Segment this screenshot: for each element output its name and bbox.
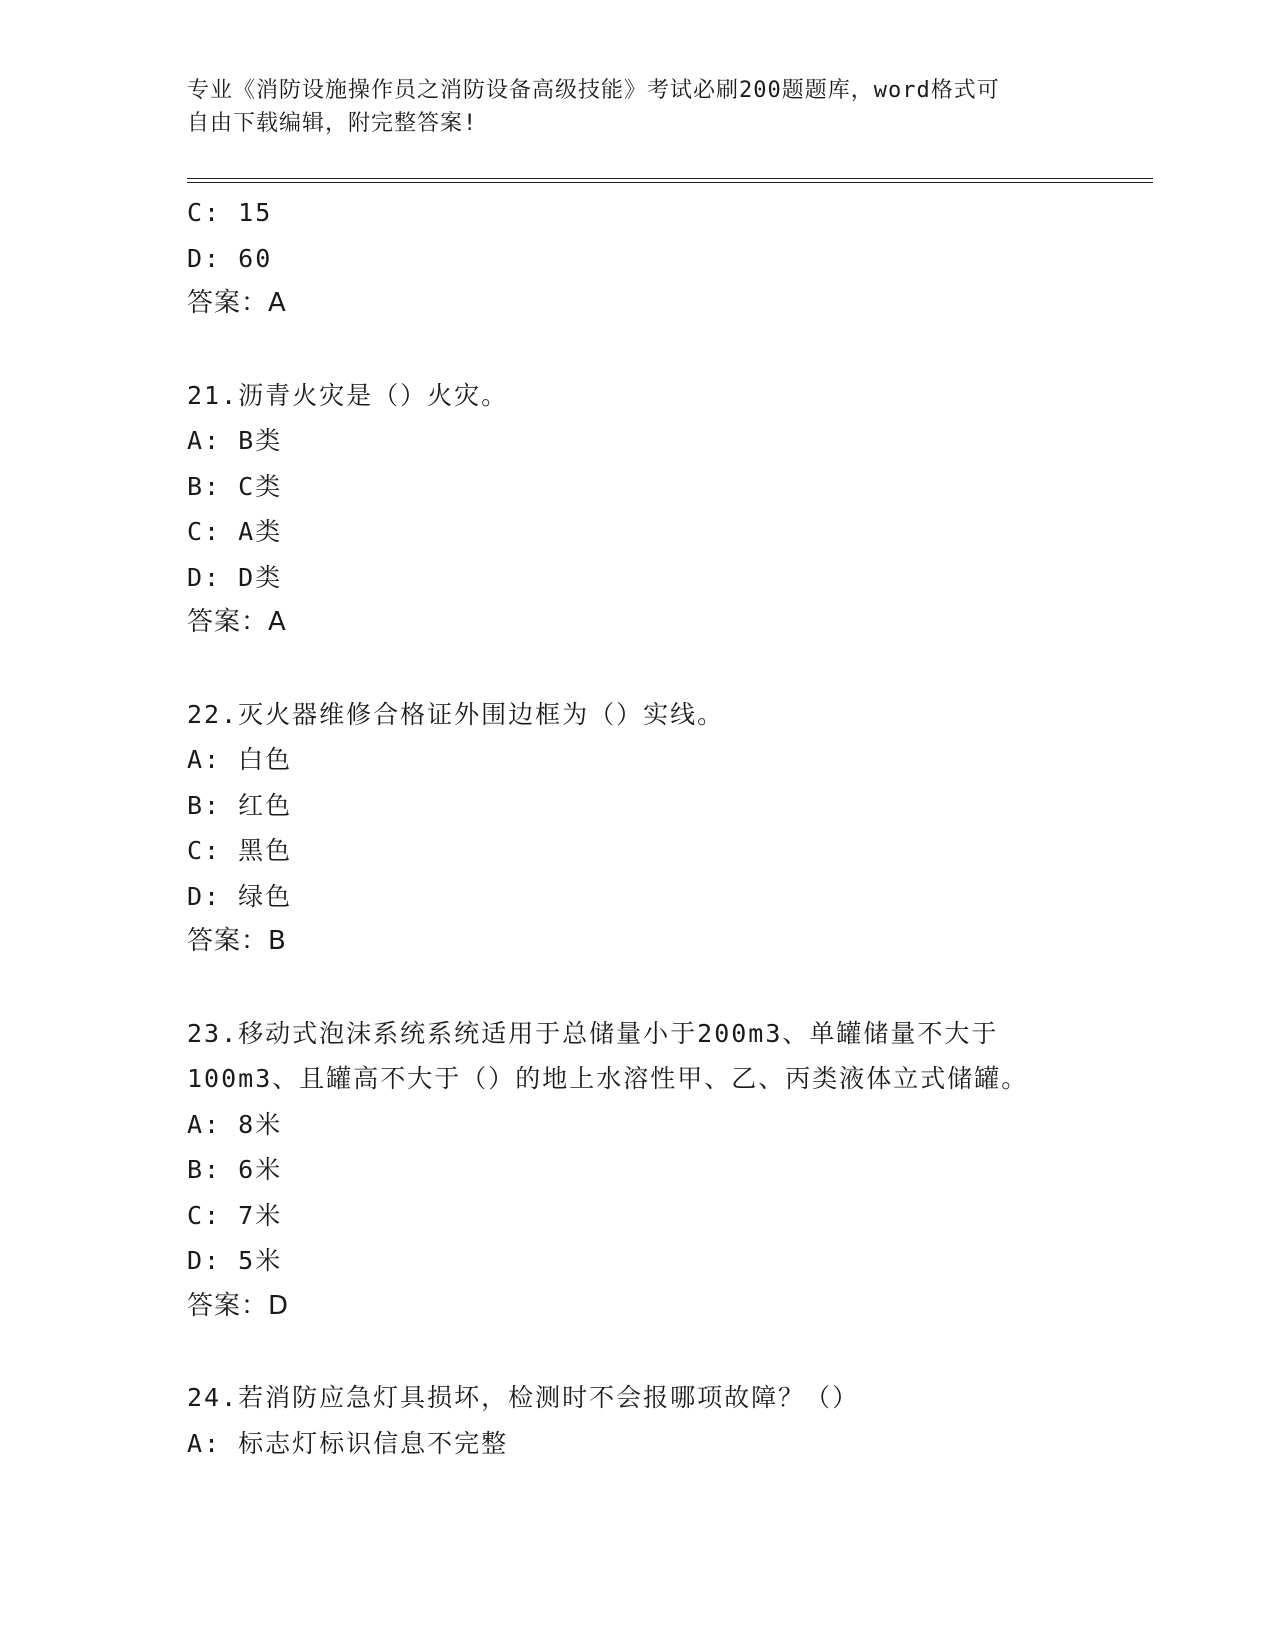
spacer [187, 646, 1147, 692]
option-b: B: C类 [187, 471, 283, 501]
question-text: 22.灭火器维修合格证外围边框为（）实线。 [187, 699, 725, 729]
answer-line: 答案：B [187, 926, 287, 956]
option-a: A: 白色 [187, 745, 293, 774]
option-d: D: 5米 [187, 1246, 283, 1275]
question-block-24 [187, 1375, 1147, 1466]
question-block-21 [187, 373, 1147, 646]
option-b: B: 红色 [187, 790, 293, 820]
option-a: A: B类 [187, 426, 283, 455]
question-block-previous [187, 190, 1147, 327]
option-c: C: 黑色 [187, 836, 293, 865]
spacer [187, 327, 1147, 373]
header-title-line-2: 自由下载编辑，附完整答案! [187, 111, 478, 136]
question-text-line-2: 100m3、且罐高不大于（）的地上水溶性甲、乙、丙类液体立式储罐。 [187, 1064, 1029, 1093]
question-text: 21.沥青火灾是（）火灾。 [187, 380, 509, 410]
question-text-line-1: 23.移动式泡沫系统系统适用于总储量小于200m3、单罐储量不大于 [187, 1018, 999, 1048]
page-header [187, 74, 1087, 140]
option-d: D: D类 [187, 562, 283, 592]
question-text: 24.若消防应急灯具损坏，检测时不会报哪项故障？（） [187, 1383, 860, 1412]
question-list [187, 190, 1147, 1466]
answer-line: 答案：A [187, 288, 287, 318]
option-c: C: 7米 [187, 1200, 283, 1230]
spacer [187, 1329, 1147, 1375]
answer-line: 答案：D [187, 1290, 290, 1321]
option-d: D: 绿色 [187, 881, 293, 911]
spacer [187, 965, 1147, 1011]
option-d: D: 60 [187, 243, 273, 273]
answer-line: 答案：A [187, 607, 287, 637]
header-divider-top [187, 178, 1153, 179]
question-block-22 [187, 692, 1147, 965]
option-c: C: 15 [187, 198, 273, 227]
header-title-line-1: 专业《消防设施操作员之消防设备高级技能》考试必刷200题题库，word格式可 [187, 78, 1000, 103]
option-b: B: 6米 [187, 1155, 283, 1184]
question-block-23 [187, 1011, 1147, 1330]
header-divider-bottom [187, 182, 1153, 183]
option-c: C: A类 [187, 517, 283, 546]
option-a: A: 8米 [187, 1109, 283, 1139]
option-a: A: 标志灯标识信息不完整 [187, 1428, 509, 1458]
